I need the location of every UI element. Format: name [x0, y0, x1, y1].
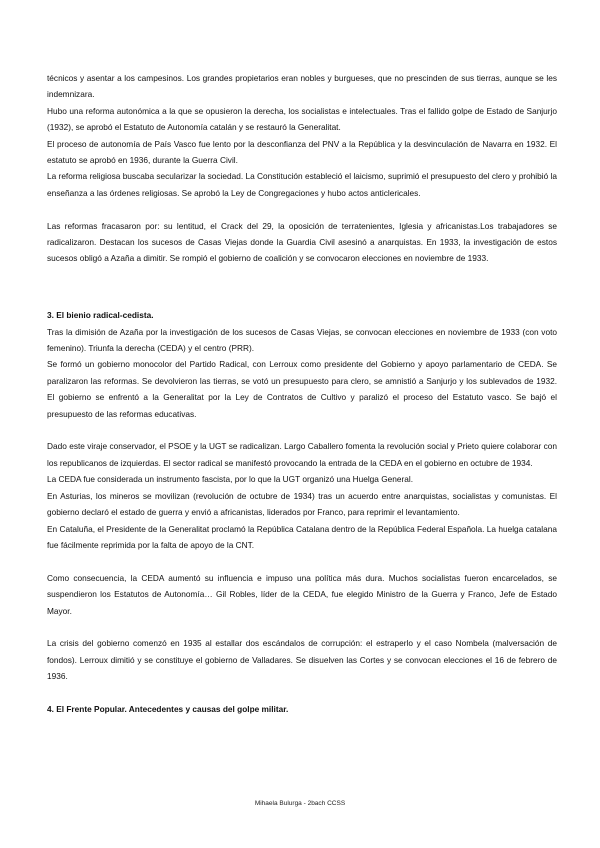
paragraph-land-reform-tail: técnicos y asentar a los campesinos. Los grandes propietarios eran nobles y burgueses, que no prescinden de sus tierras, aunque se les indemnizara. — [47, 73, 557, 100]
section-heading-frente-popular: 4. El Frente Popular. Antecedentes y causas del golpe militar. — [47, 703, 289, 714]
spacer — [47, 619, 557, 635]
spacer — [47, 291, 557, 307]
spacer — [47, 201, 557, 217]
paragraph-cataluna: En Cataluña, el Presidente de la Generalitat proclamó la República Catalana dentro de la República Federal Española. La huelga catalana fue fácilmente reprimida por la falta de apoyo de la CNT. — [47, 523, 557, 550]
paragraph-basque-autonomy: El proceso de autonomía de País Vasco fue lento por la desconfianza del PNV a la República y la desvinculación de Navarra en 1932. El estatuto se aprobó en 1936, durante la Guerra Civil. — [47, 138, 557, 166]
spacer — [47, 553, 557, 569]
page-footer: Mihaela Bulurga - 2bach CCSS — [254, 800, 346, 807]
paragraph-crisis-1935: La crisis del gobierno comenzó en 1935 al estallar dos escándalos de corrupción: el estraperlo y el caso Nombela (malversación de fondos). Lerroux dimitió y se constituye el gobierno de Valladares. Se disuelven las Cortes y se convocan elecciones el 16 de febrero de 1936. — [47, 638, 557, 682]
paragraph-religious-reform: La reforma religiosa buscaba secularizar la sociedad. La Constitución estableció el laicismo, suprimió el presupuesto del clero y prohibió la enseñanza a las órdenes religiosas. Se aprobó la Ley de Congregaciones y hubo actos anticlericales. — [47, 171, 557, 198]
paragraph-autonomy-reform: Hubo una reforma autonómica a la que se opusieron la derecha, los socialistas e intelectuales. Tras el fallido golpe de Estado de Sanjurjo (1932), se aprobó el Estatuto de Autonomía catalán y se restauró la Generalitat. — [47, 105, 557, 133]
spacer — [47, 685, 557, 701]
paragraph-elections-1933: Tras la dimisión de Azaña por la investigación de los sucesos de Casas Viejas, se convocan elecciones en noviembre de 1933 (con voto femenino). Triunfa la derecha (CEDA) y el centro (PRR). — [47, 326, 557, 354]
document-page — [47, 70, 557, 717]
paragraph-ceda-influence: Como consecuencia, la CEDA aumentó su influencia e impuso una política más dura. Muchos socialistas fueron encarcelados, se suspendieron los Estatutos de Autonomía… Gil Robles, líder de la CEDA, fue elegido Ministro de la Guerra y Franco, Jefe de Estado Mayor. — [47, 572, 557, 616]
paragraph-radical-government: Se formó un gobierno monocolor del Partido Radical, con Lerroux como presidente del Gobierno y apoyo parlamentario de CEDA. Se paralizaron las reformas. Se devolvieron las tierras, se votó un presupuesto para clero, se amnistió a Sanjurjo y los sublevados de 1932. El gobierno se enfrentó a la Generalitat por la Ley de Contratos de Cultivo y paralizó el proceso del Estatuto vasco. Se bajó el presupuesto de las reformas educativas. — [47, 359, 557, 419]
paragraph-asturias: En Asturias, los mineros se movilizan (revolución de octubre de 1934) tras un acuerdo entre anarquistas, socialistas y comunistas. El gobierno declaró el estado de guerra y envió a africanistas, liderados por Franco, para reprimir el levantamiento. — [47, 490, 557, 518]
paragraph-general-strike: La CEDA fue considerada un instrumento fascista, por lo que la UGT organizó una Huelga General. — [47, 474, 414, 485]
section-heading-bienio: 3. El bienio radical-cedista. — [47, 310, 154, 321]
spacer — [47, 422, 557, 438]
paragraph-psoe-ugt: Dado este viraje conservador, el PSOE y la UGT se radicalizan. Largo Caballero fomenta la revolución social y Prieto quiere colaborar con los republicanos de izquierdas. El sector radical se manifestó provocando la entrada de la CEDA en el gobierno en octubre de 1934. — [47, 441, 557, 468]
spacer — [47, 267, 557, 291]
paragraph-reform-failure: Las reformas fracasaron por: su lentitud, el Crack del 29, la oposición de terratenientes, Iglesia y africanistas.Los trabajadores se radicalizaron. Destacan los sucesos de Casas Viejas donde la Guardia Civil asesinó a anarquistas. En 1933, la investigación de estos sucesos obligó a Azaña a dimitir. Se rompió el gobierno de coalición y se convocaron elecciones en noviembre de 1933. — [47, 220, 557, 264]
